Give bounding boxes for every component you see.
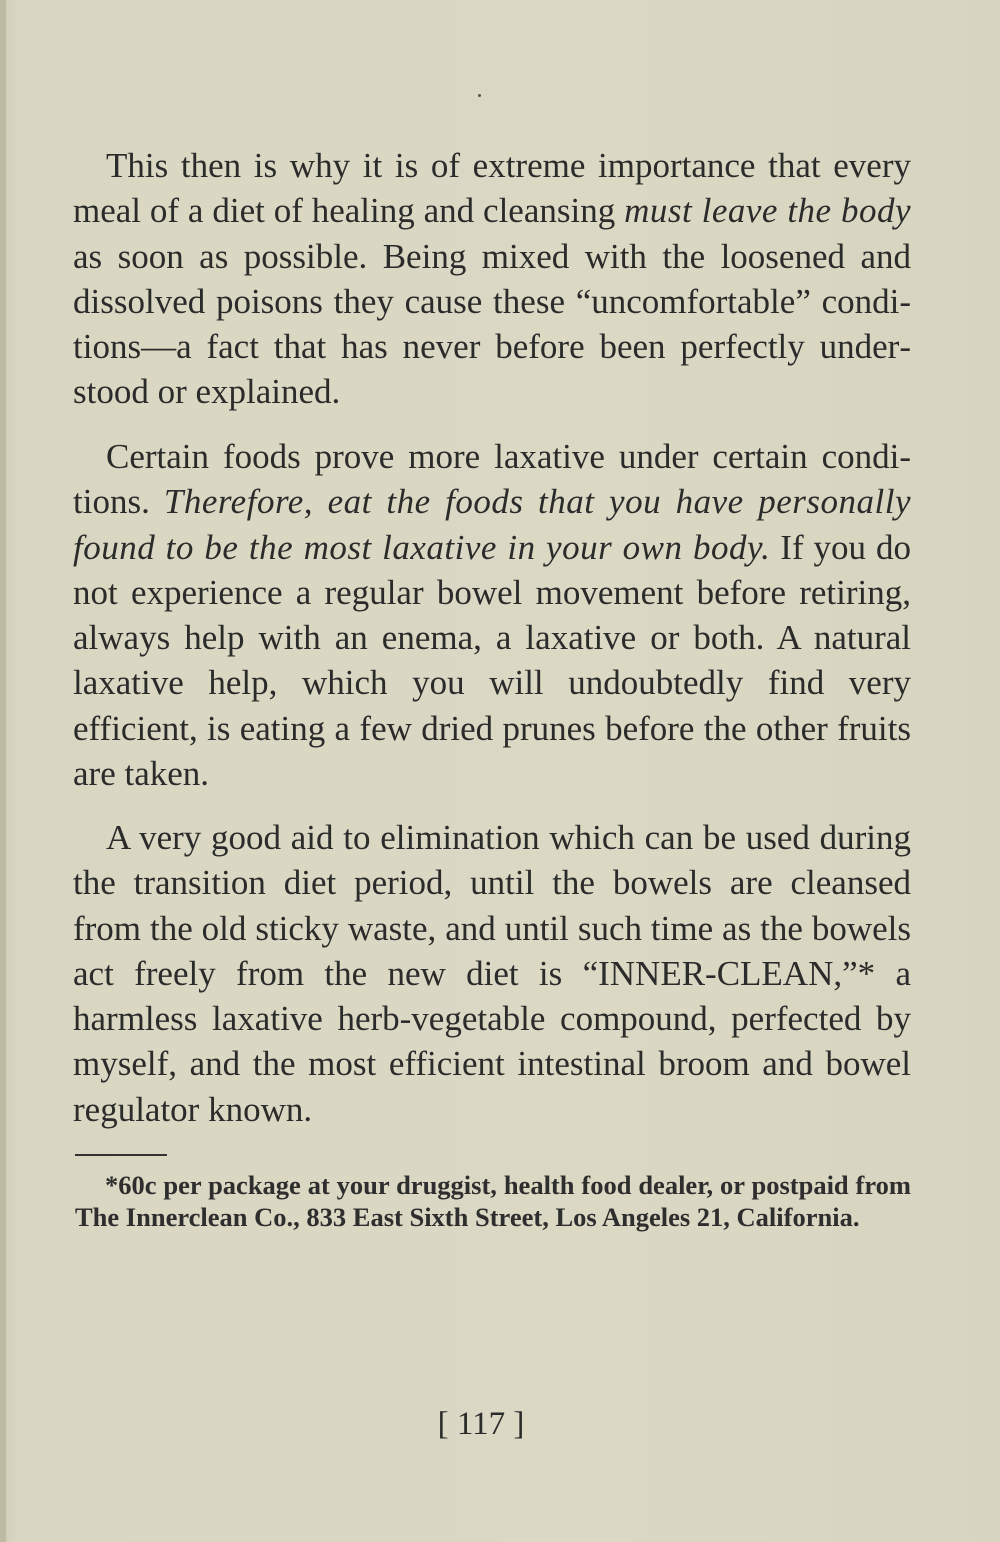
footnote-divider bbox=[75, 1154, 167, 1156]
paragraph-1-start: This then is why it is of extreme importance that every meal of a diet of healing and cleansing bbox=[73, 146, 911, 231]
page-edge-shadow bbox=[0, 0, 6, 1542]
page-number: [ 117 ] bbox=[437, 1406, 525, 1442]
paragraph-2-emphasis: Therefore, eat the foods that you have personally found to be the most laxative in your own body. bbox=[73, 482, 911, 567]
paragraph-1-emphasis: must leave the body bbox=[624, 191, 911, 231]
paragraph-3 bbox=[73, 815, 911, 1132]
paragraph-2-start: Certain foods prove more laxative under certain conditions. bbox=[73, 437, 911, 522]
paragraph-3-text bbox=[73, 815, 911, 1132]
paragraph-2-text bbox=[73, 434, 911, 796]
paragraph-1 bbox=[73, 143, 911, 415]
paragraph-3-start: A very good aid to elimination which can be used during the transition diet period, until the bowels are cleansed from the old sticky waste, and until such time as the bowels act freely from the new diet is “INNER-CLEAN,”* a harmless laxative herb-vegetable compound, perfected by myself, and the most efficient intestinal broom and bowel regulator known. bbox=[73, 818, 911, 1129]
paragraph-2-end: If you do not experience a regular bowel movement before retiring, always help with an enema, a laxative or both. A natural laxative help, which you will undoubtedly find very efficient, is eating a few dried prunes before the other fruits are taken. bbox=[73, 527, 912, 794]
ink-speck bbox=[478, 94, 481, 97]
paragraph-1-end: as soon as possible. Being mixed with the loosened and dissolved poisons they cause these “uncomfortable” conditions—a fact that has never before been perfectly understood or explained. bbox=[73, 236, 911, 412]
paragraph-2 bbox=[73, 434, 911, 796]
footnote: *60c per package at your druggist, health food dealer, or postpaid from The Innerclean Co., 833 East Sixth Street, Los Angeles 21, California. bbox=[75, 1170, 911, 1232]
paragraph-1-text bbox=[73, 143, 911, 415]
